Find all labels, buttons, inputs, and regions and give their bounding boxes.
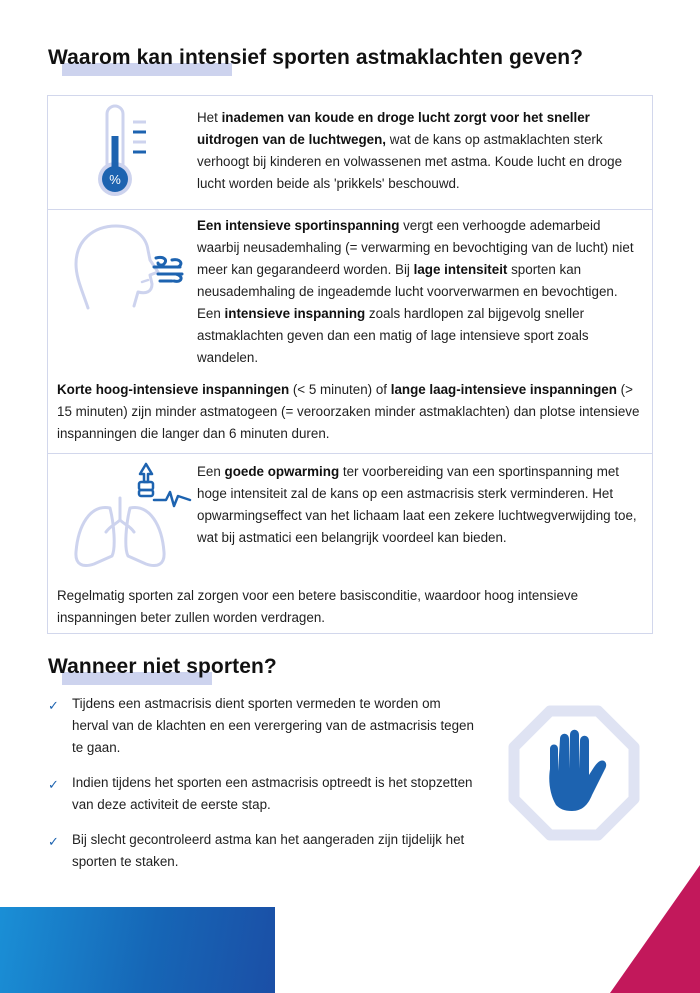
text-span: vergt een verhoogde ademarbeid waarbij neusademhaling (= verwarming en bevochtiging van de lucht) niet meer kan gegarandeerd worden. Bij: [197, 218, 634, 277]
thermometer-symbol: %: [109, 172, 121, 187]
text-span: sporten kan neusademhaling de ingeademde lucht voorverwarmen en bevochtigen. Een: [197, 262, 618, 321]
text-span: zoals hardlopen zal bijgevolg sneller astmaklachten geven dan een matig of lage intensieve sport zoals wandelen.: [197, 306, 589, 365]
text-span: ter voorbereiding van een sportinspanning met hoge intensiteit zal de kans op een astmacrisis sterk verminderen. Het opwarmingseffect van het lichaam laat een zekere luchtwegverwijding toe, wat bij astmatici een belangrijk voordeel kan bieden.: [197, 464, 637, 545]
text-bold: lage intensiteit: [413, 262, 508, 277]
text-bold: goede opwarming: [224, 464, 340, 479]
lungs-inhaler-icon: [68, 460, 193, 575]
text-bold: intensieve inspanning: [224, 306, 366, 321]
block3-note: Regelmatig sporten zal zorgen voor een betere basisconditie, waardoor hoog intensieve inspanningen beter zullen worden verdragen.: [57, 588, 579, 625]
section-title-text: Wanneer niet sporten?: [48, 655, 277, 678]
block3-text: [197, 461, 642, 549]
thermometer-icon: [96, 102, 156, 202]
divider: [48, 209, 652, 210]
section-title-why: [48, 46, 583, 70]
checkmark-icon: ✓: [48, 834, 59, 849]
text-span: Een: [197, 464, 225, 479]
stop-hand-icon: [506, 705, 642, 841]
checkmark-icon: ✓: [48, 777, 59, 792]
list-item-text: Indien tijdens het sporten een astmacrisis optreedt is het stopzetten van deze activiteit de eerste stap.: [72, 775, 473, 812]
block2-note: [57, 379, 645, 445]
block2-text: [197, 215, 642, 369]
list-item: [48, 829, 478, 873]
info-box: [47, 95, 653, 634]
text-bold: Korte hoog-intensieve inspanningen: [57, 382, 290, 397]
breathing-head-icon: [68, 220, 186, 312]
decorative-blue-bar: [0, 907, 275, 993]
text-span: Het: [197, 110, 222, 125]
text-bold: inademen van koude en droge lucht zorgt voor het sneller uitdrogen van de luchtwegen,: [197, 110, 590, 147]
divider: [48, 453, 652, 454]
list-item: [48, 693, 478, 759]
list-item-text: Bij slecht gecontroleerd astma kan het aangeraden zijn tijdelijk het sporten te staken.: [72, 832, 465, 869]
section-title-when-not: [48, 655, 277, 679]
checklist: [48, 693, 478, 886]
list-item: [48, 772, 478, 816]
block1-text: [197, 107, 642, 195]
text-span: (> 15 minuten) zijn minder astmatogeen (= veroorzaken minder astmaklachten) dan plotse intensieve inspanningen die langer dan 6 minuten duren.: [57, 382, 640, 441]
text-bold: Een intensieve sportinspanning: [197, 218, 400, 233]
text-span: (< 5 minuten) of: [289, 382, 391, 397]
decorative-magenta-corner: [610, 865, 700, 993]
checkmark-icon: ✓: [48, 698, 59, 713]
text-span: wat de kans op astmaklachten sterk verhoogt bij kinderen en volwassenen met astma. Koude lucht en droge lucht worden beide als 'prikkels' beschouwd.: [197, 132, 623, 191]
text-bold: lange laag-intensieve inspanningen: [390, 382, 617, 397]
section-title-text: Waarom kan intensief sporten astmaklachten geven?: [48, 46, 584, 69]
list-item-text: Tijdens een astmacrisis dient sporten vermeden te worden om herval van de klachten en een verergering van de astmacrisis tegen te gaan.: [72, 696, 474, 755]
